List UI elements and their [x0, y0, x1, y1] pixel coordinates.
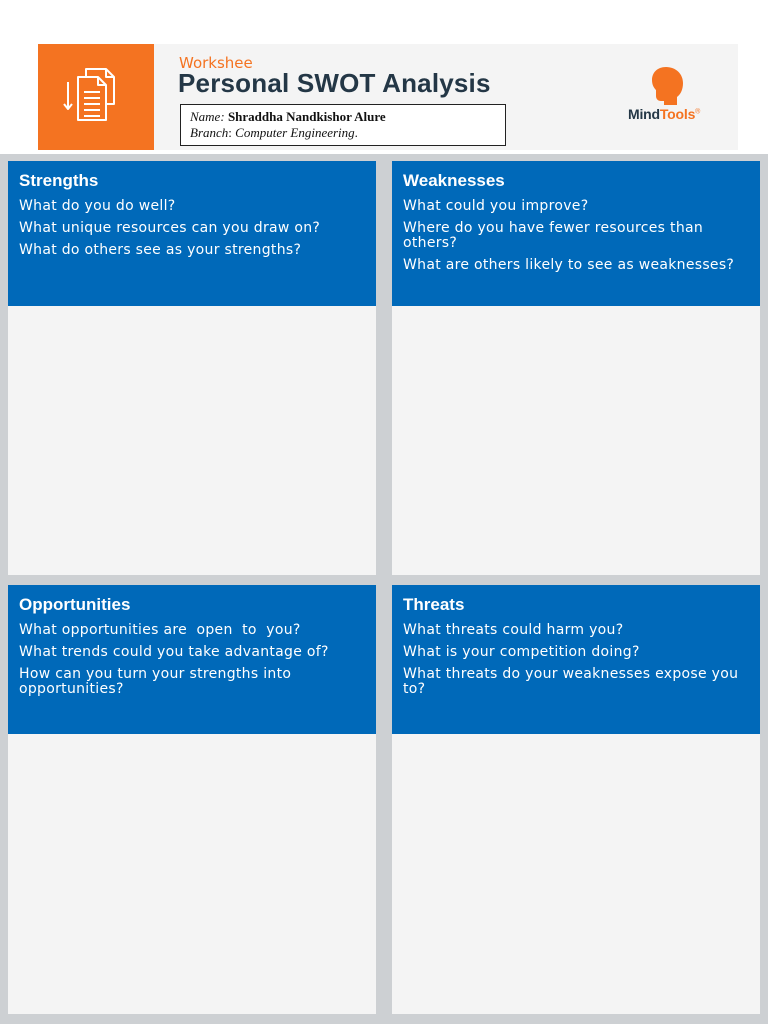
quadrant-title: Weaknesses [403, 171, 505, 190]
question: How can you turn your strengths into opportunities? [19, 666, 292, 697]
quadrant-threats [392, 585, 760, 1014]
mindtools-logo [628, 66, 710, 124]
quadrant-opportunities [8, 585, 376, 1014]
branch-line [190, 125, 496, 141]
opportunities-answer-area[interactable] [8, 734, 376, 1014]
documents-icon [62, 64, 130, 124]
question: What do you do well? [19, 198, 176, 214]
question: What is your competition doing? [403, 644, 640, 660]
question: What unique resources can you draw on? [19, 220, 321, 236]
quadrant-title: Strengths [19, 171, 99, 190]
worksheet-subtitle: Workshee [179, 54, 253, 72]
name-colon: : [220, 109, 228, 124]
logo-trademark: ® [695, 108, 701, 116]
quadrant-header [8, 161, 376, 306]
question: What threats could harm you? [403, 622, 624, 638]
question: What threats do your weaknesses expose you to? [403, 666, 739, 697]
name-value: Shraddha Nandkishor Alure [227, 109, 386, 124]
quadrant-header [392, 585, 760, 734]
logo-mind-text: Mind [628, 106, 660, 122]
quadrant-header [392, 161, 760, 306]
quadrant-header [8, 585, 376, 734]
quadrant-title: Opportunities [19, 595, 131, 614]
branch-suffix: . [354, 125, 358, 140]
branch-colon: : [228, 125, 236, 140]
branch-value: Computer Engineering [235, 125, 355, 140]
name-line [190, 109, 496, 125]
name-label: Name [190, 109, 221, 124]
weaknesses-answer-area[interactable] [392, 306, 760, 575]
page-title: Personal SWOT Analysis [178, 68, 491, 98]
question: What could you improve? [403, 198, 589, 214]
student-info-box [180, 104, 506, 146]
question: What are others likely to see as weaknesses? [403, 257, 735, 273]
mindtools-wordmark [628, 106, 700, 122]
question: What opportunities are open to you? [19, 622, 301, 638]
question: What trends could you take advantage of? [19, 644, 329, 660]
mindtools-head-icon [650, 66, 684, 106]
branch-label: Branch [190, 125, 229, 140]
logo-tools-text: Tools [659, 106, 696, 122]
quadrant-title: Threats [403, 595, 465, 614]
strengths-answer-area[interactable] [8, 306, 376, 575]
question: Where do you have fewer resources than others? [403, 220, 704, 251]
threats-answer-area[interactable] [392, 734, 760, 1014]
question: What do others see as your strengths? [19, 242, 302, 258]
